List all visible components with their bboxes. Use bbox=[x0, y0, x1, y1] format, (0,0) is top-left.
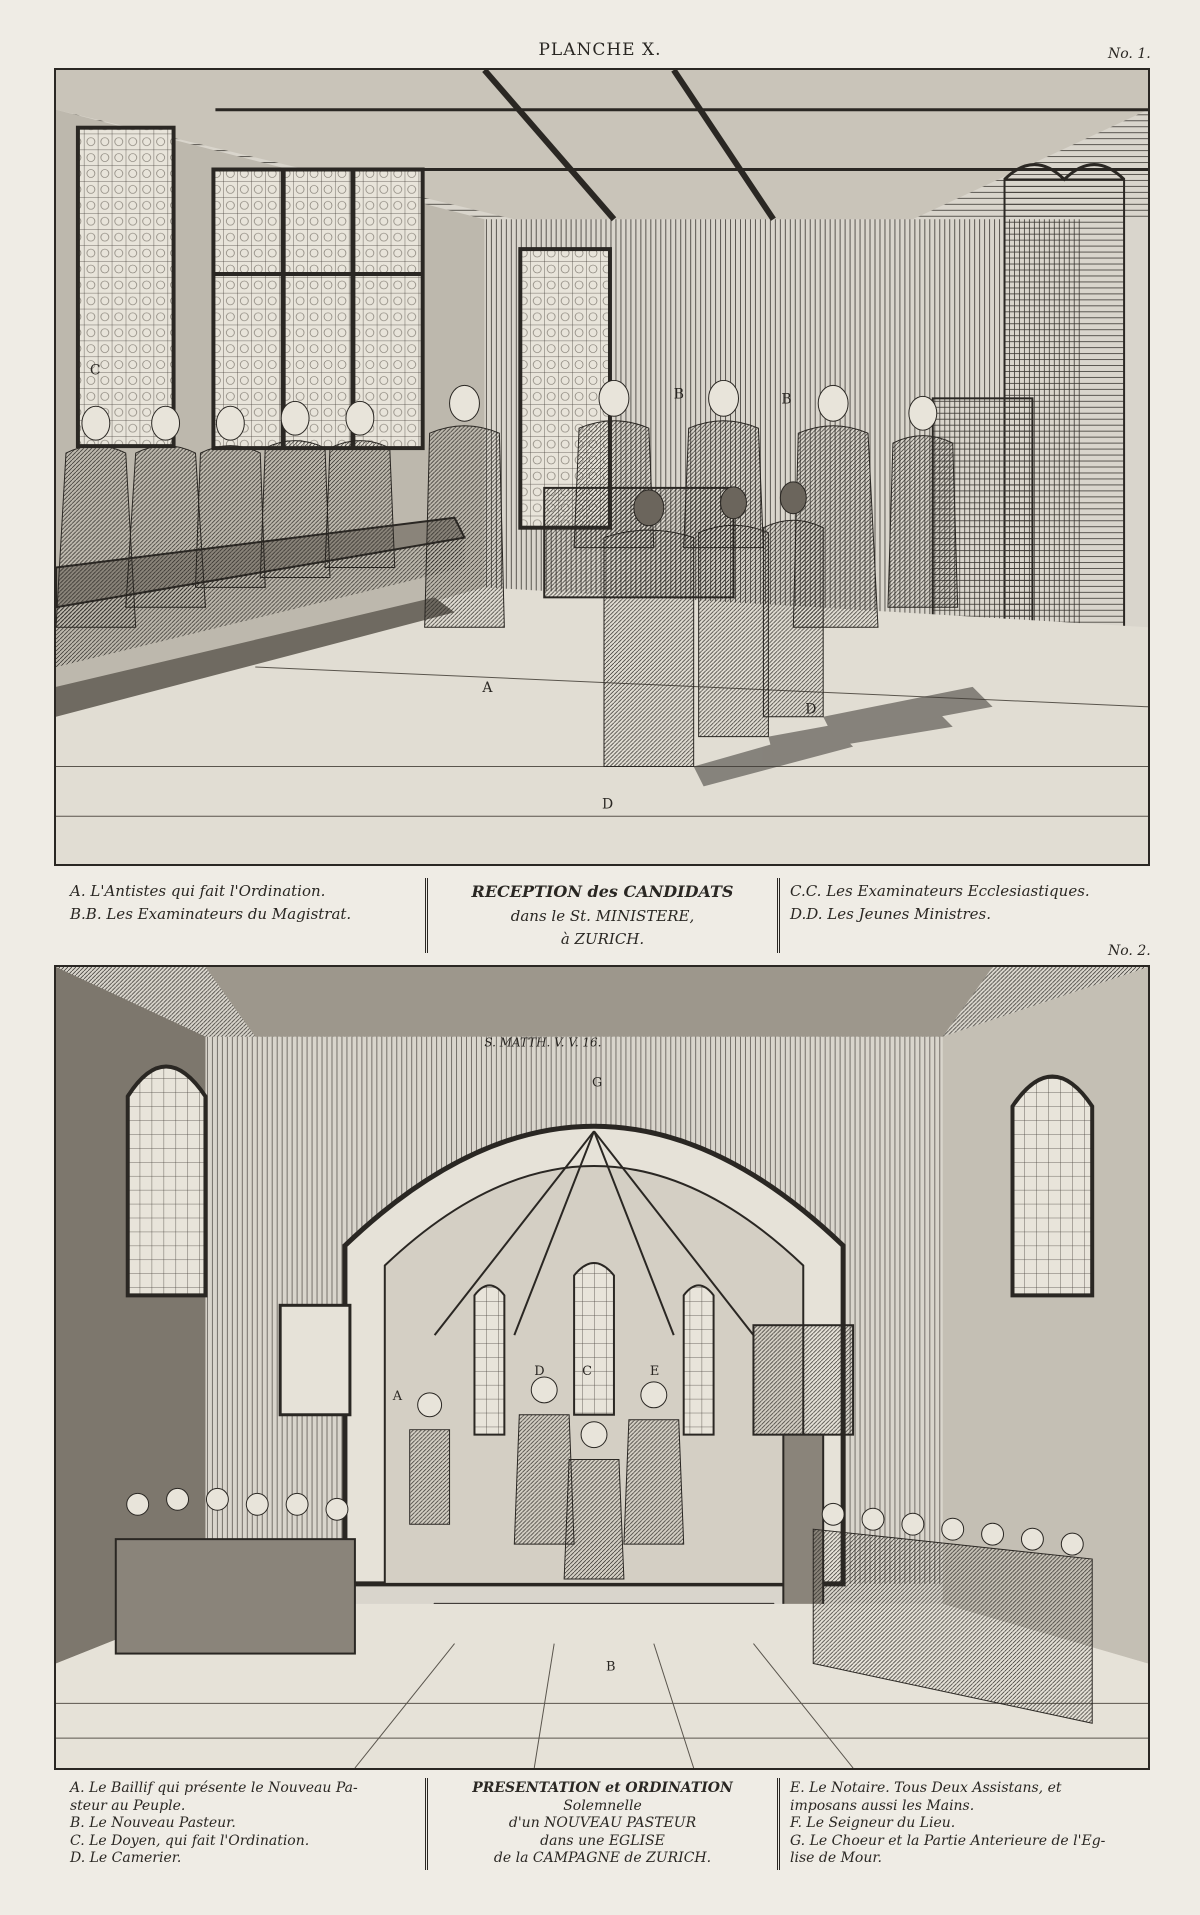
panel-number-bottom: No. 2. bbox=[1108, 943, 1151, 959]
caption-line: C.C. Les Examinateurs Ecclesiastiques. bbox=[790, 882, 1090, 900]
caption-line: lise de Mour. bbox=[790, 1850, 882, 1866]
plate-title: PLANCHE X. bbox=[538, 40, 662, 60]
letter-a: A bbox=[482, 679, 493, 696]
caption-line: C. Le Doyen, qui fait l'Ordination. bbox=[70, 1832, 310, 1849]
caption-line: d'un NOUVEAU PASTEUR bbox=[508, 1815, 697, 1831]
letter-b-2: B bbox=[781, 391, 792, 408]
caption-right-top bbox=[780, 878, 1150, 953]
caption-center-bottom bbox=[425, 1778, 780, 1870]
caption-line: F. Le Seigneur du Lieu. bbox=[790, 1815, 956, 1831]
reception-scene bbox=[56, 70, 1148, 864]
caption-line: de la CAMPAGNE de ZURICH. bbox=[493, 1850, 712, 1866]
letter-b: B bbox=[605, 1659, 616, 1675]
arch-inscription: S. MATTH. V. V. 16. bbox=[484, 1035, 602, 1050]
letter-d: D bbox=[534, 1363, 545, 1379]
caption-line: G. Le Choeur et la Partie Anterieure de l'Eg- bbox=[790, 1832, 1106, 1849]
panel-number-top: No. 1. bbox=[1108, 46, 1151, 62]
caption-line: D. Le Camerier. bbox=[70, 1850, 182, 1866]
caption-line: dans le St. MINISTERE, bbox=[510, 906, 695, 925]
letter-d-2: D bbox=[602, 796, 614, 813]
caption-line: dans une EGLISE bbox=[540, 1832, 665, 1849]
caption-line: B.B. Les Examinateurs du Magistrat. bbox=[70, 905, 352, 924]
letter-c: C bbox=[582, 1363, 592, 1379]
caption-left-bottom bbox=[60, 1778, 425, 1870]
ordination-caption bbox=[60, 1778, 1150, 1870]
ordination-scene bbox=[56, 967, 1148, 1768]
caption-line: A. L'Antistes qui fait l'Ordination. bbox=[70, 882, 326, 900]
caption-line: A. Le Baillif qui présente le Nouveau Pa- bbox=[70, 1780, 358, 1796]
caption-line: à ZURICH. bbox=[560, 930, 645, 949]
caption-line: D.D. Les Jeunes Ministres. bbox=[790, 905, 991, 924]
caption-left-top bbox=[60, 878, 425, 953]
letter-d-1: D bbox=[805, 701, 817, 718]
letter-a: A bbox=[392, 1388, 403, 1404]
caption-title: RECEPTION des CANDIDATS bbox=[471, 882, 734, 901]
letter-e: E bbox=[649, 1363, 660, 1379]
caption-line: steur au Peuple. bbox=[70, 1797, 186, 1814]
caption-center-top bbox=[425, 878, 780, 953]
letter-b-1: B bbox=[673, 386, 684, 403]
letter-g: G bbox=[592, 1075, 603, 1091]
caption-right-bottom bbox=[780, 1778, 1150, 1870]
reception-engraving bbox=[54, 68, 1150, 866]
caption-line: Solemnelle bbox=[563, 1797, 642, 1814]
caption-line: B. Le Nouveau Pasteur. bbox=[70, 1815, 236, 1831]
letter-c: C bbox=[89, 362, 101, 379]
caption-title: PRESENTATION et ORDINATION bbox=[472, 1780, 733, 1796]
reception-caption bbox=[60, 878, 1150, 953]
ordination-engraving bbox=[54, 965, 1150, 1770]
caption-line: imposans aussi les Mains. bbox=[790, 1797, 975, 1814]
caption-line: E. Le Notaire. Tous Deux Assistans, et bbox=[790, 1780, 1062, 1796]
